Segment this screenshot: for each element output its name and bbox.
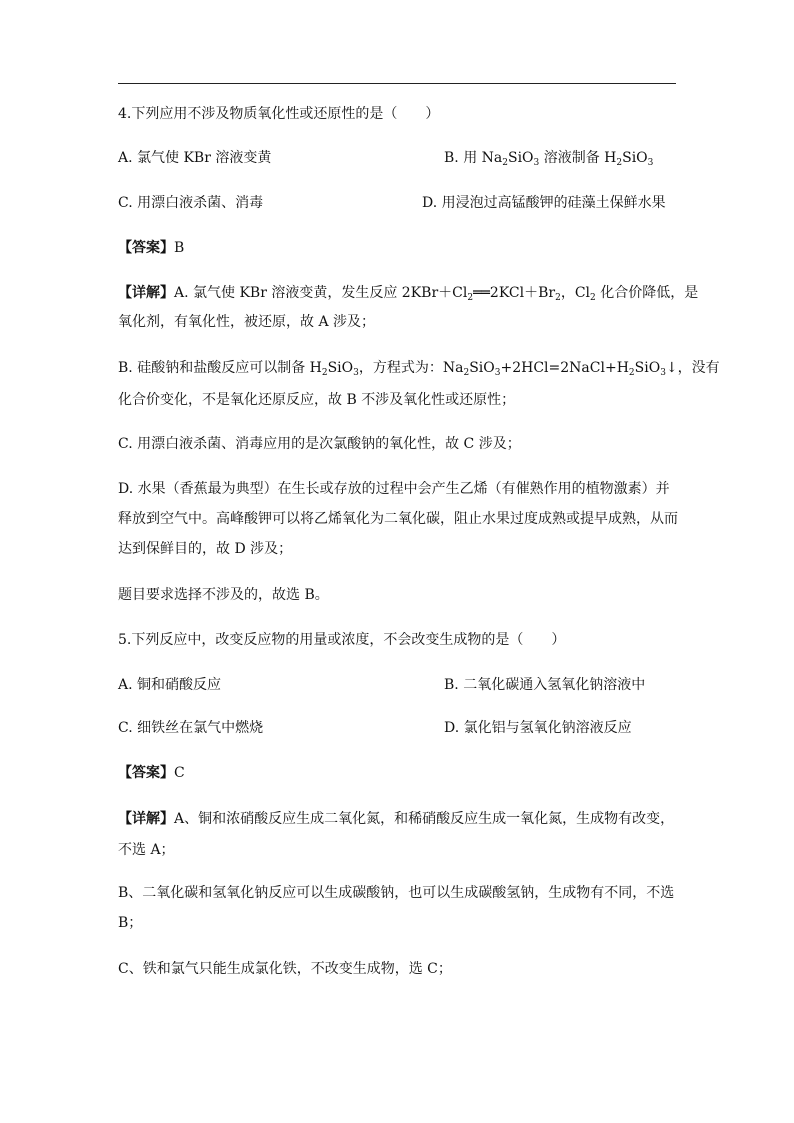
q4-detail-c: C. 用漂白液杀菌、消毒应用的是次氯酸钠的氧化性，故 C 涉及；: [118, 436, 521, 452]
q4-option-b: B. 用 $Na_2SiO_3$ 溶液制备 $H_2SiO_3$: [444, 150, 654, 168]
q4-detail-b-line1: B. 硅酸钠和盐酸反应可以制备 $H_2SiO_3$，方程式为：$Na_2SiO_3+2HCl=2NaCl+H_2SiO_3↓$，没有: [118, 360, 720, 378]
q5-detail-a-line1: 【详解】A、铜和浓硝酸反应生成二氧化氮，和稀硝酸反应生成一氧化氮，生成物有改变，: [118, 811, 675, 827]
q4-answer: 【答案】B: [118, 240, 185, 256]
q4-option-d: D. 用浸泡过高锰酸钾的硅藻土保鲜水果: [422, 195, 666, 211]
q4-detail-d-line2: 释放到空气中。高峰酸钾可以将乙烯氧化为二氧化碳，阻止水果过度成熟或提早成熟，从而: [118, 511, 678, 527]
q5-stem: 5.下列反应中，改变反应物的用量或浓度，不会改变生成物的是（ ）: [118, 632, 566, 648]
q4-conclusion: 题目要求选择不涉及的，故选 B。: [118, 587, 329, 603]
header-rule: [118, 83, 676, 84]
q4-detail-a-line1: 【详解】A. 氯气使 KBr 溶液变黄，发生反应 $2KBr+Cl_2══2KCl+Br_2$，$Cl_2$ 化合价降低，是: [118, 285, 699, 303]
q5-option-d: D. 氯化铝与氢氧化钠溶液反应: [444, 720, 632, 736]
q4-detail-d-line3: 达到保鲜目的，故 D 涉及；: [118, 541, 293, 557]
q5-detail-a-line2: 不选 A；: [118, 842, 175, 858]
q4-detail-a-line2: 氧化剂，有氧化性，被还原，故 A 涉及；: [118, 314, 376, 330]
q5-option-b: B. 二氧化碳通入氢氧化钠溶液中: [444, 677, 646, 693]
q4-option-a: A. 氯气使 KBr 溶液变黄: [118, 150, 272, 166]
q4-option-c: C. 用漂白液杀菌、消毒: [118, 195, 264, 211]
q5-detail-b-line2: B；: [118, 915, 143, 931]
q5-answer: 【答案】C: [118, 765, 185, 781]
q5-option-a: A. 铜和硝酸反应: [118, 677, 222, 693]
q5-detail-c: C、铁和氯气只能生成氯化铁，不改变生成物，选 C；: [118, 961, 452, 977]
q5-option-c: C. 细铁丝在氯气中燃烧: [118, 720, 264, 736]
q4-detail-d-line1: D. 水果（香蕉最为典型）在生长或存放的过程中会产生乙烯（有催熟作用的植物激素）并: [118, 481, 670, 497]
q4-stem: 4.下列应用不涉及物质氧化性或还原性的是（ ）: [118, 106, 440, 122]
q4-detail-b-line2: 化合价变化，不是氧化还原反应，故 B 不涉及氧化性或还原性；: [118, 392, 516, 408]
q5-detail-b-line1: B、二氧化碳和氢氧化钠反应可以生成碳酸钠，也可以生成碳酸氢钠，生成物有不同，不选: [118, 885, 675, 901]
